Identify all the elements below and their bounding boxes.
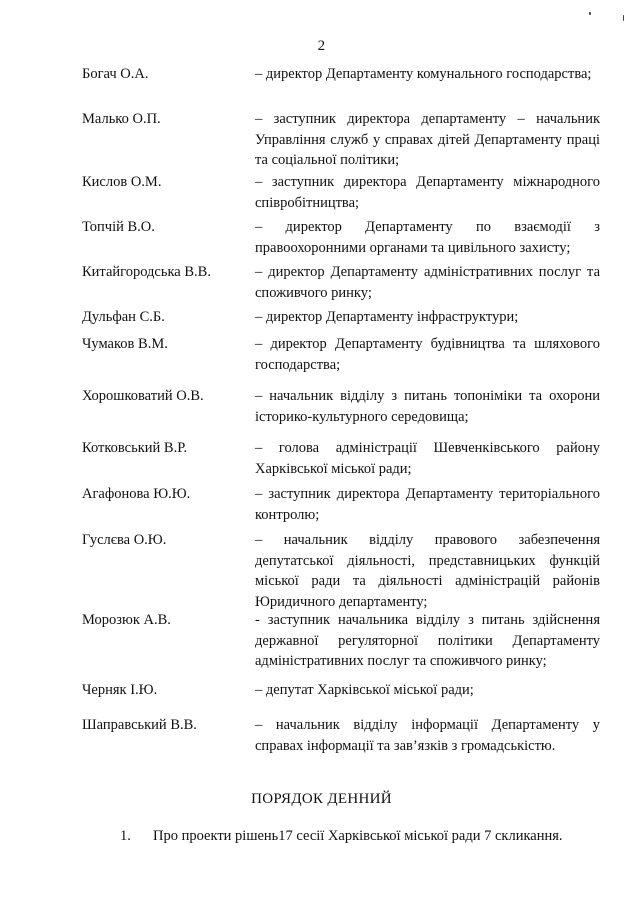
attendee-name: Богач О.А. xyxy=(82,66,149,82)
attendee-name: Хорошковатий О.В. xyxy=(82,388,204,404)
attendee-name: Агафонова Ю.Ю. xyxy=(82,486,191,502)
attendee-role: – заступник директора Департаменту міжнародного співробітництва; xyxy=(255,174,600,211)
attendee-role: - заступник начальника відділу з питань здійснення державної регуляторної політики Департаменту адміністративних послуг та споживчого ринку; xyxy=(255,612,600,669)
attendee-role: – директор Департаменту інфраструктури; xyxy=(255,309,519,325)
page-number: 2 xyxy=(317,38,326,54)
attendee-role: – начальник відділу інформації Департаменту у справах інформації та зав’язків з громадськістю. xyxy=(255,717,600,754)
attendee-role: – заступник директора департаменту – начальник Управління служб у справах дітей Департаменту праці та соціальної політики; xyxy=(255,111,600,168)
attendee-role: – начальник відділу з питань топоніміки та охорони історико-культурного середовища; xyxy=(255,388,600,425)
agenda-item xyxy=(120,826,600,847)
attendee-role: – директор Департаменту по взаємодії з правоохоронними органами та цивільного захисту; xyxy=(255,219,600,256)
agenda-heading: ПОРЯДОК ДЕННИЙ xyxy=(251,791,392,807)
scan-speck xyxy=(623,15,624,21)
attendee-role: – голова адміністрації Шевченківського району Харківської міської ради; xyxy=(255,440,600,477)
attendee-name: Малько О.П. xyxy=(82,111,161,127)
attendee-name: Морозюк А.В. xyxy=(82,612,171,628)
attendee-role: – директор Департаменту комунального господарства; xyxy=(255,66,592,82)
attendee-role: – директор Департаменту будівництва та шляхового господарства; xyxy=(255,336,600,373)
attendee-name: Дульфан С.Б. xyxy=(82,309,165,325)
attendee-role: – заступник директора Департаменту територіального контролю; xyxy=(255,486,600,523)
attendee-role: – директор Департаменту адміністративних послуг та споживчого ринку; xyxy=(255,264,600,301)
agenda-item-number: 1. xyxy=(120,828,131,844)
attendee-role: – начальник відділу правового забезпечення депутатської діяльності, представницьких функцій міської ради та діяльності адміністрацій районів Юридичного департаменту; xyxy=(255,532,600,610)
attendee-name: Китайгородська В.В. xyxy=(82,264,211,280)
scan-speck xyxy=(589,12,591,15)
attendee-name: Гуслєва О.Ю. xyxy=(82,532,167,548)
attendee-name: Топчій В.О. xyxy=(82,219,155,235)
attendee-name: Чумаков В.М. xyxy=(82,336,168,352)
attendee-name: Шаправський В.В. xyxy=(82,717,197,733)
attendee-role: – депутат Харківської міської ради; xyxy=(255,682,474,698)
attendee-name: Черняк І.Ю. xyxy=(82,682,158,698)
attendee-name: Котковський В.Р. xyxy=(82,440,188,456)
agenda-item-text: Про проекти рішень17 сесії Харківської міської ради 7 скликання. xyxy=(153,828,563,844)
attendee-name: Кислов О.М. xyxy=(82,174,162,190)
